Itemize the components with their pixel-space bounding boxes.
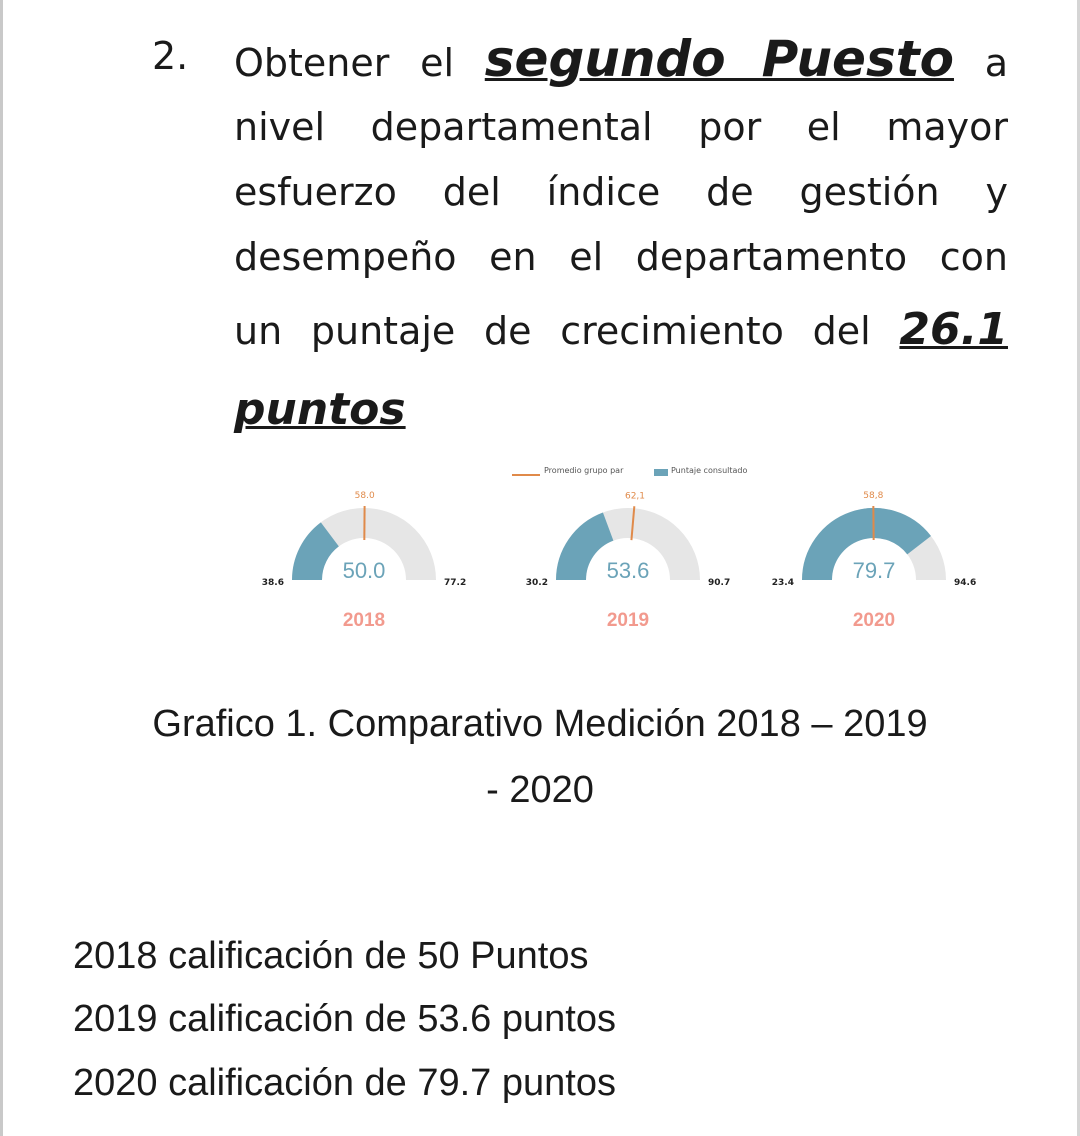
gauge-year-2018: 2018 [342, 610, 386, 631]
result-2019: 2019 calificación de 53.6 puntos [73, 998, 616, 1040]
emphasis-score: 26.1 [899, 304, 1008, 355]
gauge-value-2020: 79.7 [852, 558, 896, 583]
line1-post: a [984, 41, 1008, 85]
paragraph-line-5 [234, 304, 1008, 355]
paragraph-line-1 [234, 30, 1008, 88]
figure-caption-line-1: Grafico 1. Comparativo Medición 2018 – 2019 [152, 703, 928, 745]
gauge-min-2020: 23.4 [771, 578, 794, 588]
result-2020: 2020 calificación de 79.7 puntos [73, 1062, 616, 1104]
gauge-max-2019: 90.7 [708, 578, 731, 588]
gauge-peer-label-2020: 58,8 [863, 491, 884, 502]
line1-pre: Obtener el [234, 41, 455, 85]
gauge-value-2019: 53.6 [606, 558, 650, 583]
paragraph-line-3: esfuerzo del índice de gestión y [234, 170, 1008, 214]
gauge-min-2018: 38.6 [261, 578, 284, 588]
gauge-charts [0, 480, 1080, 640]
gauge-min-2019: 30.2 [525, 578, 548, 588]
gauge-fill-2019 [571, 527, 608, 580]
gauge-peer-label-2018: 58.0 [354, 491, 375, 502]
figure-caption-line-2: - 2020 [486, 769, 594, 811]
line5-pre: un puntaje de crecimiento del [234, 309, 871, 353]
gauge-max-2020: 94.6 [954, 578, 977, 588]
paragraph-line-6 [234, 384, 1008, 435]
legend-line-marker [512, 474, 540, 476]
legend-box-label: Puntaje consultado [671, 466, 748, 475]
gauge-value-2018: 50.0 [342, 558, 386, 583]
result-2018: 2018 calificación de 50 Puntos [73, 935, 589, 977]
paragraph-line-4: desempeño en el departamento con [234, 235, 1008, 279]
gauge-fill-2018 [307, 534, 330, 580]
emphasis-puntos: puntos [234, 384, 406, 435]
gauge-peer-label-2019: 62,1 [624, 491, 646, 502]
emphasis-segundo-puesto: segundo Puesto [484, 30, 954, 88]
list-number: 2. [152, 34, 189, 78]
gauge-year-2019: 2019 [606, 610, 650, 631]
legend-box-marker [654, 469, 668, 476]
paragraph-line-2: nivel departamental por el mayor [234, 105, 1008, 149]
legend-line-label: Promedio grupo par [544, 466, 624, 475]
gauge-max-2018: 77.2 [444, 578, 467, 588]
gauge-year-2020: 2020 [852, 610, 896, 631]
